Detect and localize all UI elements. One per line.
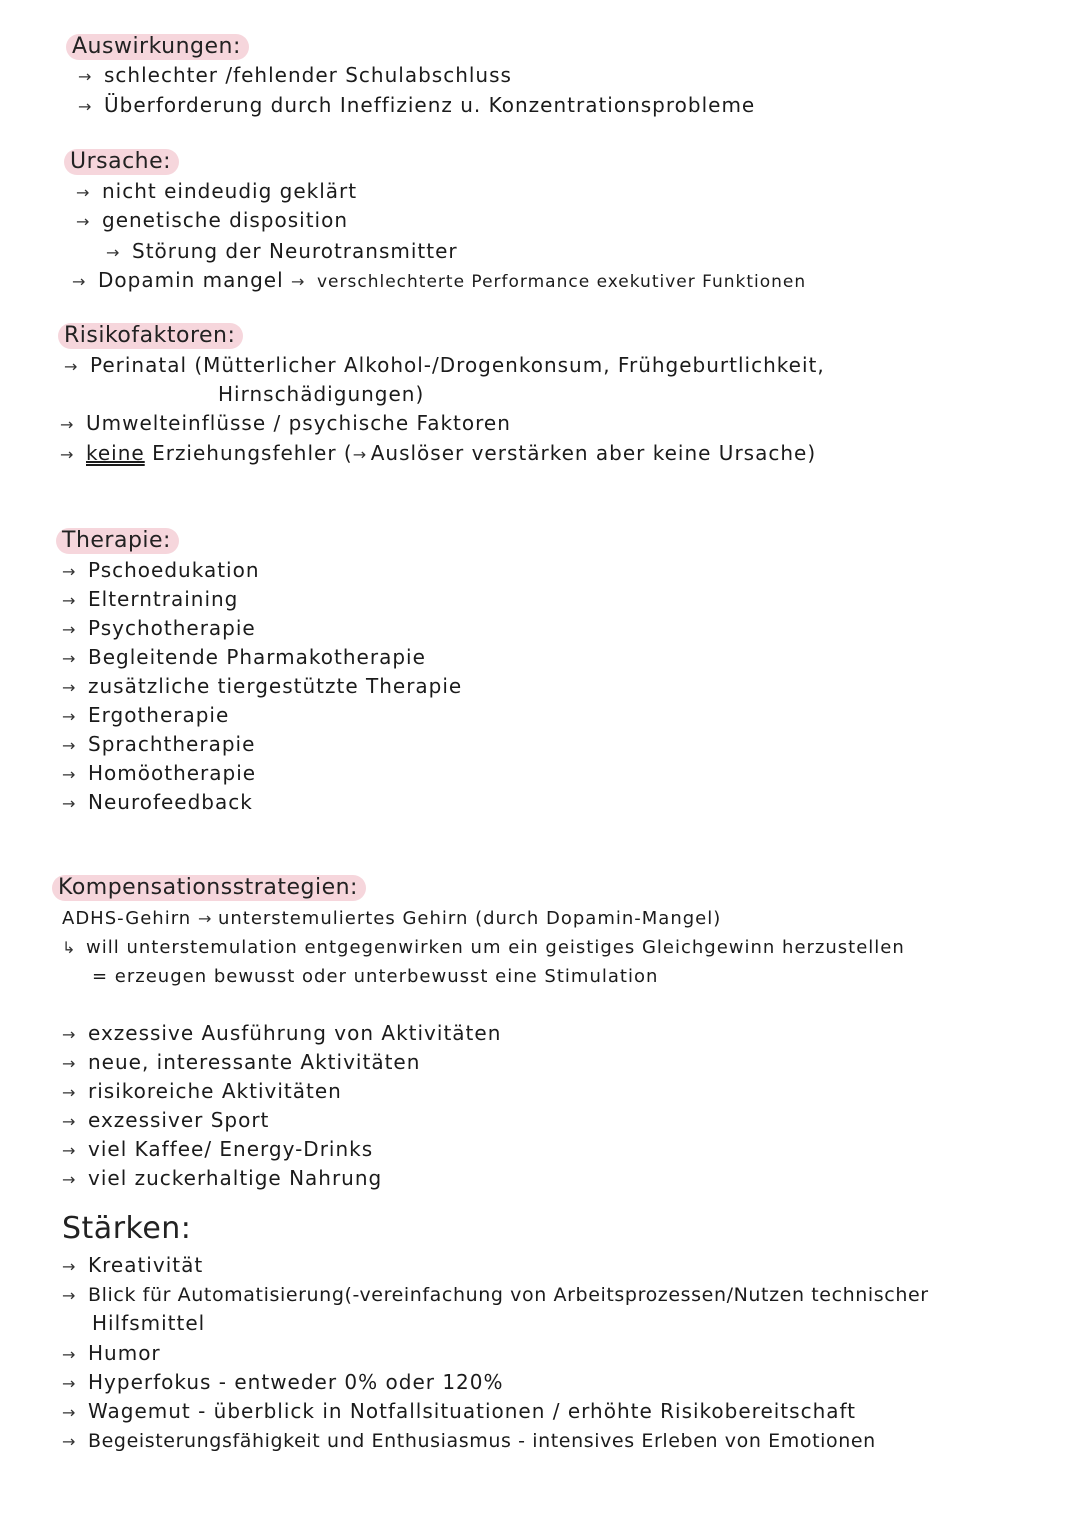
list-item: → Wagemut - überblick in Notfallsituationen / erhöhte Risikobereitschaft bbox=[62, 1398, 856, 1426]
arrow-icon: → bbox=[62, 1345, 77, 1364]
intro-line: ADHS-Gehirn → unterstemuliertes Gehirn (durch Dopamin-Mangel) bbox=[62, 906, 721, 932]
list-item-continuation: Hilfsmittel bbox=[92, 1311, 206, 1335]
arrow-icon: → bbox=[62, 1374, 77, 1393]
arrow-icon: → bbox=[62, 736, 77, 755]
list-item: → viel Kaffee/ Energy-Drinks bbox=[62, 1136, 373, 1164]
list-item: → Begeisterungsfähigkeit und Enthusiasmus - intensives Erleben von Emotionen bbox=[62, 1428, 876, 1455]
list-item: → zusätzliche tiergestützte Therapie bbox=[62, 673, 462, 701]
list-item: → Ergotherapie bbox=[62, 702, 229, 730]
arrow-icon: → bbox=[62, 1141, 77, 1160]
list-item: → Pschoedukation bbox=[62, 557, 260, 585]
list-item: → nicht eindeudig geklärt bbox=[76, 178, 357, 206]
list-item: → Homöotherapie bbox=[62, 760, 256, 788]
list-item: → Elterntraining bbox=[62, 586, 238, 614]
heading-kompensationsstrategien: Kompensationsstrategien: bbox=[52, 875, 366, 901]
list-item: → Sprachtherapie bbox=[62, 731, 255, 759]
list-item: → exzessiver Sport bbox=[62, 1107, 269, 1135]
list-item: → Störung der Neurotransmitter bbox=[106, 238, 458, 266]
underlined-word: keine bbox=[86, 441, 145, 465]
return-arrow-icon: ↳ bbox=[62, 938, 77, 957]
list-item: → Überforderung durch Ineffizienz u. Konzentrationsprobleme bbox=[78, 92, 755, 120]
arrow-icon: → bbox=[62, 1025, 77, 1044]
arrow-icon: → bbox=[62, 1083, 77, 1102]
list-item: → Umwelteinflüsse / psychische Faktoren bbox=[60, 410, 511, 438]
list-item: → Blick für Automatisierung(-vereinfachung von Arbeitsprozessen/Nutzen technischer bbox=[62, 1282, 929, 1309]
arrow-icon: → bbox=[78, 67, 93, 86]
list-item: → keine Erziehungsfehler (→ Auslöser verstärken aber keine Ursache) bbox=[60, 440, 816, 468]
arrow-icon: → bbox=[62, 794, 77, 813]
arrow-icon: → bbox=[106, 243, 121, 262]
list-item: → Psychotherapie bbox=[62, 615, 256, 643]
arrow-icon: → bbox=[62, 1112, 77, 1131]
heading-risikofaktoren: Risikofaktoren: bbox=[58, 323, 243, 349]
list-item: → risikoreiche Aktivitäten bbox=[62, 1078, 342, 1106]
arrow-icon: → bbox=[72, 272, 87, 291]
arrow-icon: → bbox=[60, 445, 75, 464]
arrow-icon: → bbox=[62, 678, 77, 697]
intro-line: = erzeugen bewusst oder unterbewusst eine Stimulation bbox=[92, 966, 659, 987]
arrow-icon: → bbox=[60, 415, 75, 434]
list-item: → Kreativität bbox=[62, 1252, 203, 1280]
list-item: → viel zuckerhaltige Nahrung bbox=[62, 1165, 382, 1193]
arrow-icon: → bbox=[62, 1286, 77, 1305]
list-item: → Hyperfokus - entweder 0% oder 120% bbox=[62, 1369, 504, 1397]
heading-ursache: Ursache: bbox=[64, 149, 179, 175]
heading-auswirkungen: Auswirkungen: bbox=[66, 34, 249, 60]
list-item: → Neurofeedback bbox=[62, 789, 253, 817]
list-item: → Dopamin mangel → verschlechterte Performance exekutiver Funktionen bbox=[72, 267, 806, 295]
arrow-icon: → bbox=[62, 1432, 77, 1451]
arrow-icon: → bbox=[62, 707, 77, 726]
arrow-icon: → bbox=[76, 183, 91, 202]
arrow-icon: → bbox=[62, 1403, 77, 1422]
list-item-continuation: Hirnschädigungen) bbox=[218, 382, 425, 406]
arrow-icon: → bbox=[62, 1170, 77, 1189]
list-item: → exzessive Ausführung von Aktivitäten bbox=[62, 1020, 501, 1048]
list-item: → Perinatal (Mütterlicher Alkohol-/Drogenkonsum, Frühgeburtlichkeit, bbox=[64, 352, 825, 380]
list-item: → schlechter /fehlender Schulabschluss bbox=[78, 62, 512, 90]
arrow-icon: → bbox=[291, 272, 306, 291]
list-item: → neue, interessante Aktivitäten bbox=[62, 1049, 420, 1077]
arrow-icon: → bbox=[197, 909, 213, 928]
arrow-icon: → bbox=[62, 1257, 77, 1276]
arrow-icon: → bbox=[62, 591, 77, 610]
intro-line: ↳ will unterstemulation entgegenwirken um ein geistiges Gleichgewinn herzustellen bbox=[62, 935, 905, 961]
list-item: → Begleitende Pharmakotherapie bbox=[62, 644, 426, 672]
arrow-icon: → bbox=[78, 97, 93, 116]
list-item: → genetische disposition bbox=[76, 207, 348, 235]
arrow-icon: → bbox=[62, 765, 77, 784]
arrow-icon: → bbox=[64, 357, 79, 376]
arrow-icon: → bbox=[352, 445, 368, 464]
arrow-icon: → bbox=[62, 649, 77, 668]
heading-therapie: Therapie: bbox=[56, 528, 179, 554]
arrow-icon: → bbox=[76, 212, 91, 231]
heading-staerken: Stärken: bbox=[62, 1211, 192, 1246]
list-item: → Humor bbox=[62, 1340, 161, 1368]
arrow-icon: → bbox=[62, 1054, 77, 1073]
arrow-icon: → bbox=[62, 562, 77, 581]
arrow-icon: → bbox=[62, 620, 77, 639]
